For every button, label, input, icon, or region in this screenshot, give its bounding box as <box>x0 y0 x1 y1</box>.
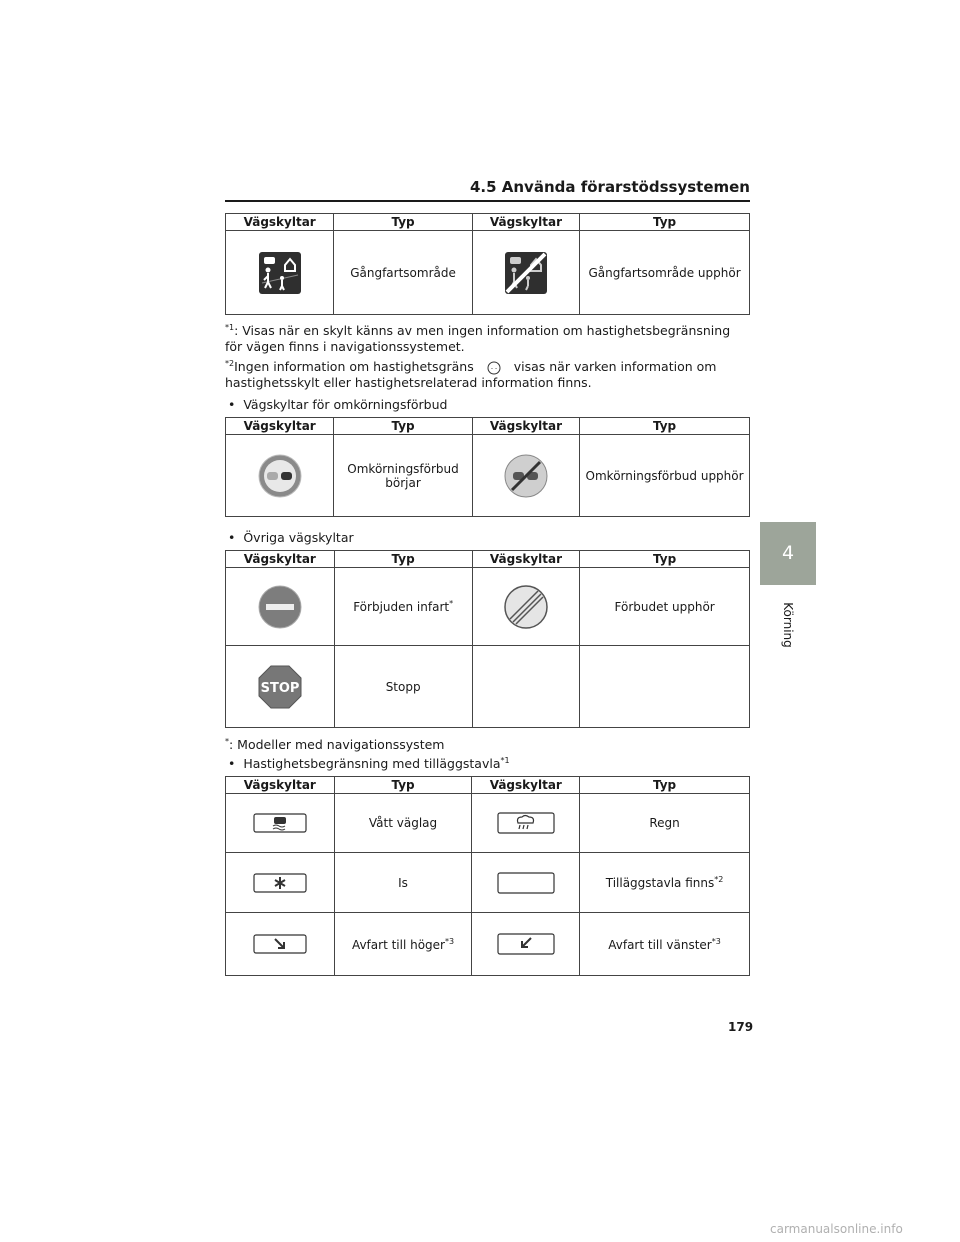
footnote-1: $^{*1}$: Visas när en skylt känns av men ingen information om hastighetsbegränsning för vägen finns i navigationssystemet. <box>225 323 731 355</box>
sign-cell <box>226 568 335 646</box>
col-header-sign: Vägskyltar <box>226 214 334 231</box>
rain-plate-icon <box>497 812 555 834</box>
type-cell: Avfart till vänster$^{*3}$ <box>580 913 750 976</box>
type-cell: Förbjuden infart* <box>334 568 472 646</box>
sign-cell <box>472 231 579 315</box>
col-header-type: Typ <box>580 777 750 794</box>
type-cell: Gångfartsområde upphör <box>580 231 750 315</box>
no-overtaking-sign-icon <box>257 453 303 499</box>
col-header-type: Typ <box>580 418 750 435</box>
footnote-2: $^{*2}$Ingen information om hastighetsgräns - - visas när varken information om hastighetsskylt eller hastighetsrelaterad information finns. <box>225 359 717 391</box>
sign-table-3 <box>225 550 750 728</box>
sign-cell <box>472 568 580 646</box>
chapter-tab: 4 <box>760 522 816 585</box>
col-header-sign: Vägskyltar <box>472 214 579 231</box>
stop-sign-icon <box>257 664 303 710</box>
pedestrian-zone-end-sign-icon <box>504 251 548 295</box>
sign-cell <box>226 231 334 315</box>
no-overtaking-end-sign-icon <box>503 453 549 499</box>
type-cell <box>580 646 750 728</box>
section-header: 4.5 Använda förarstödssystemen <box>225 178 750 202</box>
sign-cell <box>472 435 579 517</box>
sign-table-4 <box>225 776 750 976</box>
col-header-type: Typ <box>334 777 472 794</box>
stop-sign-text: STOP <box>260 680 300 696</box>
sign-table-2 <box>225 417 750 517</box>
no-speed-limit-info-icon <box>486 361 502 375</box>
col-header-sign: Vägskyltar <box>472 551 580 568</box>
col-header-sign: Vägskyltar <box>226 551 335 568</box>
type-cell: Omkörningsförbud upphör <box>580 435 750 517</box>
page-number: 179 <box>728 1020 754 1034</box>
exit-left-plate-icon <box>497 933 555 955</box>
sign-cell <box>472 646 580 728</box>
sign-cell <box>226 853 335 913</box>
watermark: carmanualsonline.info <box>770 1222 903 1236</box>
sign-cell <box>472 913 580 976</box>
sign-table-1 <box>225 213 750 315</box>
col-header-type: Typ <box>334 214 472 231</box>
col-header-sign: Vägskyltar <box>226 777 335 794</box>
wet-road-plate-icon <box>253 813 307 833</box>
col-header-sign: Vägskyltar <box>472 777 580 794</box>
blank-plate-icon <box>497 872 555 894</box>
sign-cell <box>226 646 335 728</box>
prohibition-end-sign-icon <box>503 584 549 630</box>
sign-cell <box>472 794 580 853</box>
col-header-sign: Vägskyltar <box>472 418 579 435</box>
type-cell: Is <box>334 853 472 913</box>
type-cell: Vått väglag <box>334 794 472 853</box>
no-entry-sign-icon <box>257 584 303 630</box>
sign-cell <box>226 913 335 976</box>
type-cell: Gångfartsområde <box>334 231 472 315</box>
sign-cell <box>226 435 334 517</box>
type-cell: Regn <box>580 794 750 853</box>
pedestrian-zone-sign-icon <box>258 251 302 295</box>
sign-cell <box>472 853 580 913</box>
type-cell: Stopp <box>334 646 472 728</box>
col-header-type: Typ <box>334 418 472 435</box>
type-cell: Förbudet upphör <box>580 568 750 646</box>
col-header-sign: Vägskyltar <box>226 418 334 435</box>
bullet-overtaking: • Vägskyltar för omkörningsförbud <box>228 397 448 412</box>
type-cell: Tilläggstavla finns$^{*2}$ <box>580 853 750 913</box>
col-header-type: Typ <box>334 551 472 568</box>
type-cell: Omkörningsförbud börjar <box>334 435 472 517</box>
svg-text:- -: - - <box>490 364 497 372</box>
bullet-speed-limit-plate: • Hastighetsbegränsning med tilläggstavla$^{*1}$ <box>228 756 510 772</box>
col-header-type: Typ <box>580 551 750 568</box>
exit-right-plate-icon <box>253 934 307 954</box>
bullet-other-signs: • Övriga vägskyltar <box>228 530 354 545</box>
ice-plate-icon <box>253 873 307 893</box>
col-header-type: Typ <box>580 214 750 231</box>
chapter-tab-label: Körning <box>781 602 795 648</box>
type-cell: Avfart till höger$^{*3}$ <box>334 913 472 976</box>
footnote-navigation: *: Modeller med navigationssystem <box>225 737 445 753</box>
sign-cell <box>226 794 335 853</box>
